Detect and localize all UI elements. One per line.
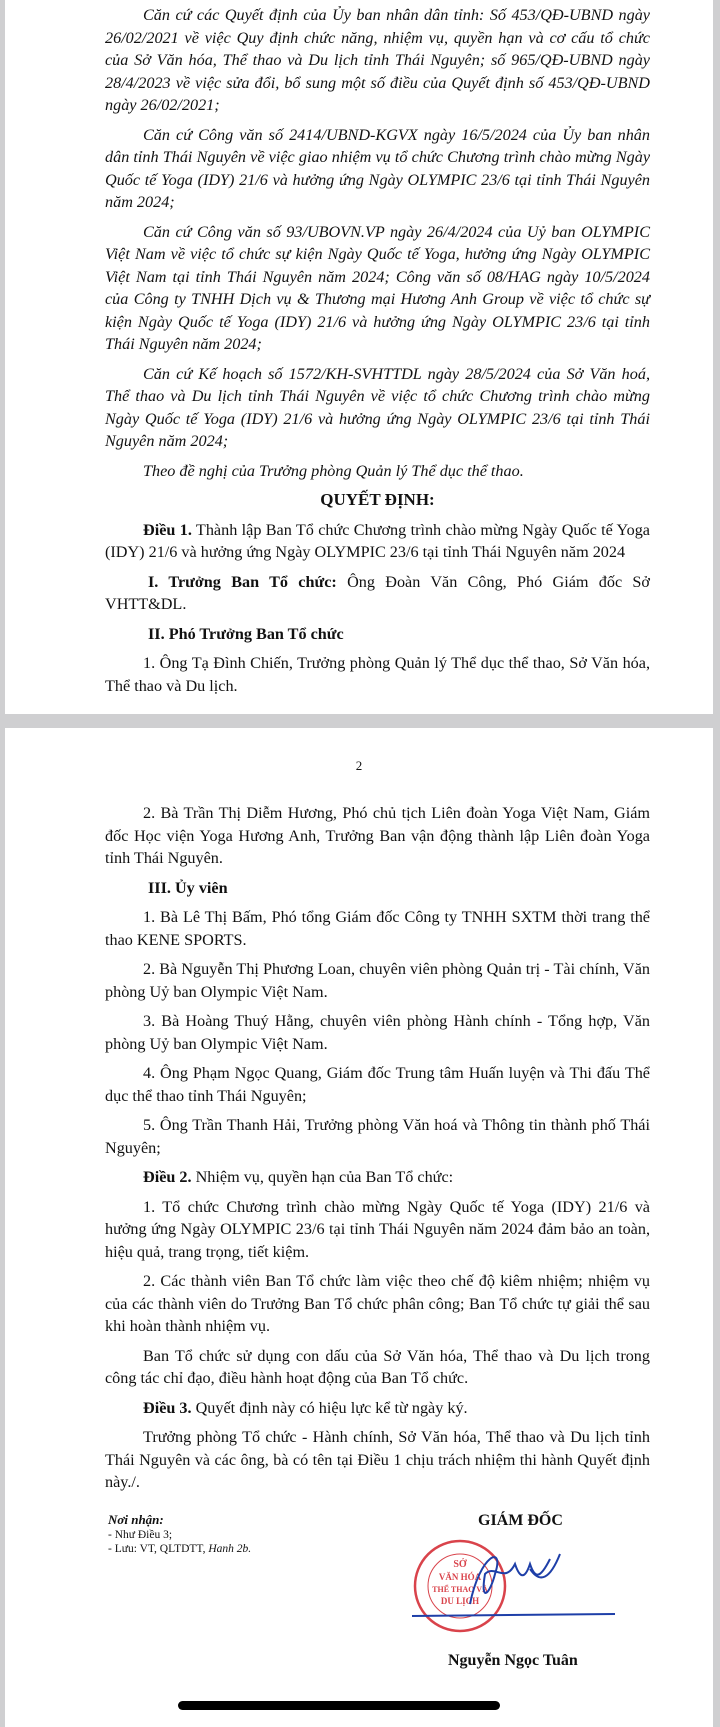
page-number: 2 bbox=[355, 758, 363, 773]
signer-title: GIÁM ĐỐC bbox=[478, 1511, 563, 1529]
article-2-item: Ban Tổ chức sử dụng con dấu của Sở Văn hóa, Thể thao và Du lịch trong công tác chỉ đạo, điều hành hoạt động của Ban Tổ chức. bbox=[105, 1346, 650, 1387]
legal-basis-paragraph: Căn cứ Kế hoạch số 1572/KH-SVHTTDL ngày 28/5/2024 của Sở Văn hoá, Thể thao và Du lịch tỉnh Thái Nguyên về việc tổ chức Chương trình chào mừng Ngày Quốc tế Yoga (IDY) 21/6 và hưởng ứng Ngày OLYMPIC 23/6 tại tỉnh Thái Nguyên năm 2024; bbox=[105, 364, 650, 450]
legal-basis-paragraph: Căn cứ Công văn số 93/UBOVN.VP ngày 26/4/2024 của Uỷ ban OLYMPIC Việt Nam về việc tổ chức sự kiện Ngày Quốc tế Yoga, hưởng ứng Ngày OLYMPIC Việt Nam tại tỉnh Thái Nguyên năm 2024; Công văn số 08/HAG ngày 10/5/2024 của Công ty TNHH Dịch vụ & Thương mại Hương Anh Group về việc tổ chức sự kiện Ngày Quốc tế Yoga (IDY) 21/6 và hưởng ứng Ngày OLYMPIC 23/6 tại tỉnh Thái Nguyên năm 2024; bbox=[105, 222, 650, 353]
member-item: 3. Bà Hoàng Thuý Hằng, chuyên viên phòng Hành chính - Tổng hợp, Văn phòng Uỷ ban Olympic Việt Nam. bbox=[105, 1012, 650, 1053]
signature-block bbox=[418, 1512, 638, 1677]
recipient-text: - Lưu: VT, QLTDTT, bbox=[108, 1542, 209, 1555]
closing-paragraph: Trưởng phòng Tổ chức - Hành chính, Sở Văn hóa, Thể thao và Du lịch tỉnh Thái Nguyên và các ông, bà có tên tại Điều 1 chịu trách nhiệm thi hành Quyết định này./. bbox=[105, 1428, 650, 1491]
member-item: 2. Bà Nguyễn Thị Phương Loan, chuyên viên phòng Quản trị - Tài chính, Văn phòng Uỷ ban Olympic Việt Nam. bbox=[105, 960, 650, 1001]
article-3 bbox=[105, 1397, 650, 1420]
proposal-paragraph: Theo đề nghị của Trưởng phòng Quản lý Thể dục thể thao. bbox=[143, 461, 524, 480]
official-stamp-icon bbox=[410, 1534, 630, 1644]
members-heading bbox=[105, 877, 650, 900]
page-2-body bbox=[105, 802, 650, 1494]
article-1-label: Điều 1. bbox=[143, 520, 192, 539]
home-indicator-area bbox=[5, 1687, 713, 1727]
legal-basis-paragraph: Căn cứ các Quyết định của Ủy ban nhân dân tỉnh: Số 453/QĐ-UBND ngày 26/02/2021 về việc Quy định chức năng, nhiệm vụ, quyền hạn và cơ cấu tổ chức của Sở Văn hóa, Thể thao và Du lịch tỉnh Thái Nguyên; số 965/QĐ-UBND ngày 28/4/2023 về việc sửa đổi, bổ sung một số điều của Quyết định số 453/QĐ-UBND ngày 26/02/2021; bbox=[105, 6, 650, 114]
head-of-committee bbox=[105, 571, 650, 616]
svg-text:DU LỊCH: DU LỊCH bbox=[440, 1595, 480, 1606]
decision-heading: QUYẾT ĐỊNH: bbox=[320, 490, 435, 509]
document-footer bbox=[108, 1512, 653, 1677]
svg-text:VĂN HÓA: VĂN HÓA bbox=[438, 1571, 482, 1582]
head-label: I. Trưởng Ban Tổ chức: bbox=[148, 572, 337, 591]
member-item: 4. Ông Phạm Ngọc Quang, Giám đốc Trung tâm Huấn luyện và Thi đấu Thể dục thể thao tỉnh Thái Nguyên; bbox=[105, 1064, 650, 1105]
page-1-body bbox=[105, 4, 650, 697]
home-indicator[interactable] bbox=[178, 1701, 500, 1710]
deputy-heading bbox=[105, 623, 650, 646]
document-page-1 bbox=[5, 0, 713, 714]
article-3-text: Quyết định này có hiệu lực kể từ ngày ký. bbox=[191, 1398, 468, 1417]
article-3-label: Điều 3. bbox=[143, 1398, 192, 1417]
article-2-item: 1. Tổ chức Chương trình chào mừng Ngày Quốc tế Yoga (IDY) 21/6 và hưởng ứng Ngày OLYMPIC 23/6 tại tỉnh Thái Nguyên năm 2024 đảm bảo an toàn, hiệu quả, trang trọng, tiết kiệm. bbox=[105, 1197, 650, 1261]
article-2-label: Điều 2. bbox=[143, 1168, 192, 1186]
article-2-text: Nhiệm vụ, quyền hạn của Ban Tổ chức: bbox=[191, 1168, 454, 1186]
article-1 bbox=[105, 519, 650, 564]
recipient-item bbox=[108, 1542, 418, 1556]
svg-text:SỞ: SỞ bbox=[453, 1558, 467, 1570]
recipient-italic: Hanh 2b. bbox=[208, 1542, 252, 1555]
article-2-item: 2. Các thành viên Ban Tổ chức làm việc theo chế độ kiêm nhiệm; nhiệm vụ của các thành viên do Trưởng Ban Tổ chức phân công; Ban Tổ chức tự giải thể sau khi hoàn thành nhiệm vụ. bbox=[105, 1272, 650, 1335]
article-2 bbox=[105, 1166, 650, 1189]
recipients-title: Nơi nhận: bbox=[108, 1511, 164, 1527]
article-1-text: Thành lập Ban Tổ chức Chương trình chào mừng Ngày Quốc tế Yoga (IDY) 21/6 và hưởng ứng Ngày OLYMPIC 23/6 tại tỉnh Thái Nguyên năm 2024 bbox=[105, 520, 650, 561]
deputy-heading-text: II. Phó Trưởng Ban Tổ chức bbox=[148, 624, 344, 643]
signer-name: Nguyễn Ngọc Tuân bbox=[448, 1651, 578, 1669]
recipients-block bbox=[108, 1512, 418, 1677]
recipient-item: - Như Điều 3; bbox=[108, 1528, 173, 1541]
member-item: 1. Bà Lê Thị Bấm, Phó tổng Giám đốc Công ty TNHH SXTM thời trang thể thao KENE SPORTS. bbox=[105, 908, 650, 949]
deputy-item: 2. Bà Trần Thị Diễm Hương, Phó chủ tịch Liên đoàn Yoga Việt Nam, Giám đốc Học viện Yoga Hương Anh, Trưởng Ban vận động thành lập Liên đoàn Yoga tỉnh Thái Nguyên. bbox=[105, 804, 650, 867]
member-item: 5. Ông Trần Thanh Hải, Trưởng phòng Văn hoá và Thông tin thành phố Thái Nguyên; bbox=[105, 1116, 650, 1157]
legal-basis-paragraph: Căn cứ Công văn số 2414/UBND-KGVX ngày 16/5/2024 của Ủy ban nhân dân tỉnh Thái Nguyên về việc giao nhiệm vụ tổ chức Chương trình chào mừng Ngày Quốc tế Yoga (IDY) 21/6 và hưởng ứng Ngày OLYMPIC 23/6 tại tỉnh Thái Nguyên năm 2024; bbox=[105, 125, 650, 211]
svg-text:THỂ THAO VÀ: THỂ THAO VÀ bbox=[432, 1584, 488, 1594]
head-text: Ông Đoàn Văn Công, Phó Giám đốc Sở VHTT&DL. bbox=[105, 572, 650, 613]
deputy-item: 1. Ông Tạ Đình Chiến, Trưởng phòng Quản lý Thể dục thể thao, Sở Văn hóa, Thể thao và Du lịch. bbox=[105, 654, 650, 695]
members-heading-text: III. Ủy viên bbox=[148, 878, 228, 897]
document-page-2 bbox=[5, 728, 713, 1687]
